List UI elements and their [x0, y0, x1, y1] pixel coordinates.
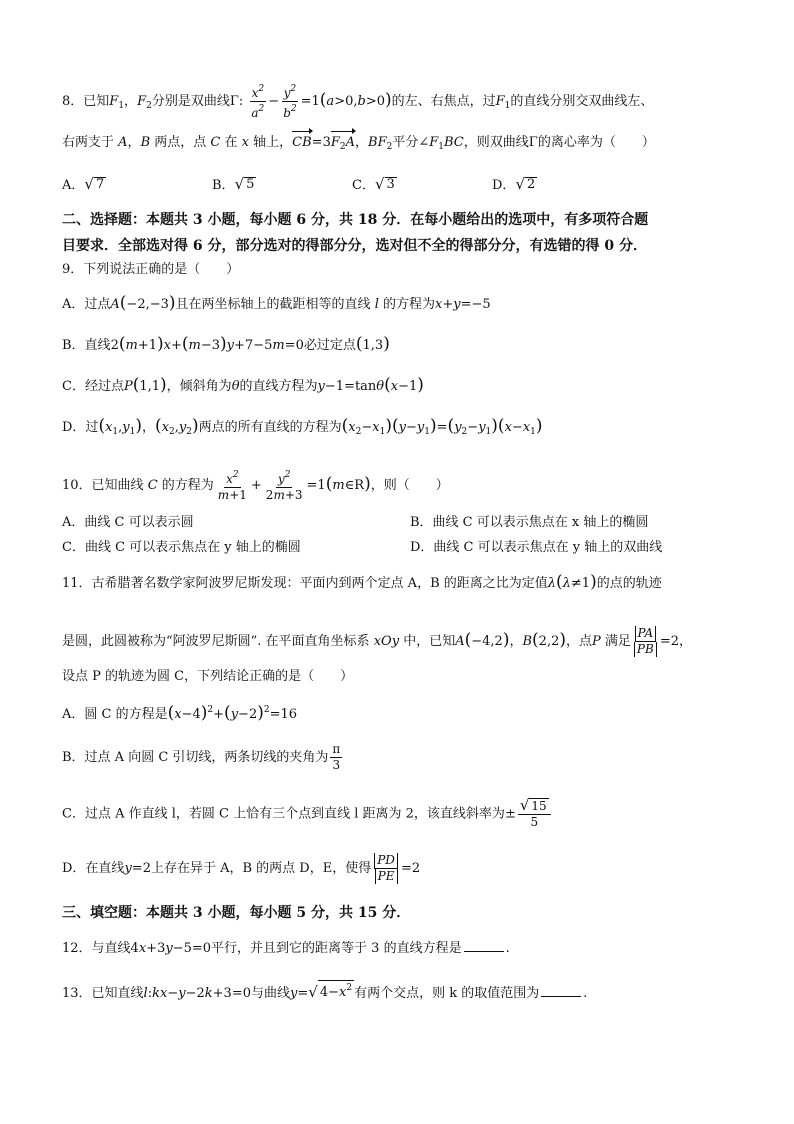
- q9-option-c[interactable]: C．经过点P(1,1)，倾斜角为θ的直线方程为y−1=tanθ(x−1): [62, 375, 424, 395]
- q11-option-b[interactable]: B．过点 A 向圆 C 引切线，两条切线的夹角为 $\frac{\pi}{3}$: [62, 742, 341, 772]
- q11-option-c[interactable]: C．过点 A 作直线 l，若圆 C 上恰有三个点到直线 l 距离为 2，该直线斜率为± √ 15 5: [62, 798, 553, 830]
- section2-heading-line2: 目要求．全部选对得 6 分，部分选对的得部分分，选对但不全的得部分分，有选错的得 0 分．: [62, 238, 647, 254]
- q11-option-a[interactable]: A．圆 C 的方程是$(x-4)^2+(y-2)^2=16$: [62, 703, 298, 723]
- q11-line3: 设点 P 的轨迹为圆 C，下列结论正确的是（ ）: [62, 669, 354, 684]
- q9-option-b[interactable]: B．直线2(m+1)x+(m−3)y+7−5m=0必过定点(1,3): [62, 334, 390, 354]
- q12: 12．与直线4x+3y−5=0平行，并且到它的距离等于 3 的直线方程是 .: [62, 941, 510, 956]
- section3-heading: 三、填空题：本题共 3 小题，每小题 5 分，共 15 分．: [62, 905, 411, 921]
- q9-option-d[interactable]: D．过$(x_1,y_1)$，$(x_2,y_2)$两点的所有直线的方程为$(x_2-x_1)(y-y_1)=(y_2-y_1)(x-x_1)$: [62, 416, 543, 437]
- q13-answer-blank[interactable]: [541, 984, 581, 997]
- q13: 13．已知直线l:kx−y−2k+3=0与曲线y= √ $4-x^2$ 有两个交点，则 k 的取值范围为 .: [62, 980, 587, 1004]
- q11-line2: 是圆，此圆被称为“阿波罗尼斯圆”. 在平面直角坐标系 xOy 中，已知A(−4,2)，B(2,2)，点P 满足 $\frac{PA}{PB}$ =2，: [62, 626, 692, 656]
- q11-line1: 11．古希腊著名数学家阿波罗尼斯发现：平面内到两个定点 A，B 的距离之比为定值λ(λ≠1)的点的轨迹: [62, 572, 662, 592]
- q8-line1: 8．已知$F_1$，$F_2$分别是双曲线Γ: $\frac{x^2}{a^2}$ − $\frac{y^2}{b^2}$ =1(a>0,b>0)的左、右焦点，过$F_1$的直线分别交双曲线左、: [62, 84, 654, 120]
- q9-option-a[interactable]: A．过点A(−2,−3)且在两坐标轴上的截距相等的直线 l 的方程为x+y=−5: [62, 293, 491, 313]
- q8-option-b[interactable]: B． √ 5: [212, 175, 255, 193]
- section2-heading-line1: 二、选择题：本题共 3 小题，每小题 6 分，共 18 分．在每小题给出的选项中，有多项符合题: [62, 212, 649, 228]
- q10-option-a[interactable]: A．曲线 C 可以表示圆: [62, 515, 194, 530]
- q10-option-b[interactable]: B．曲线 C 可以表示焦点在 x 轴上的椭圆: [410, 515, 649, 530]
- q10-option-c[interactable]: C．曲线 C 可以表示焦点在 y 轴上的椭圆: [62, 540, 301, 555]
- q11-option-d[interactable]: D．在直线y=2上存在异于 A，B 的两点 D，E，使得 $\frac{PD}{PE}$ =2: [62, 853, 421, 883]
- q8-option-c[interactable]: C． √ 3: [352, 175, 395, 193]
- q10-option-d[interactable]: D．曲线 C 可以表示焦点在 y 轴上的双曲线: [410, 540, 663, 555]
- q8-option-d[interactable]: D． √ 2: [492, 175, 536, 193]
- q8-option-a[interactable]: A． √ 7: [62, 175, 105, 193]
- q10-stem: 10．已知曲线 C 的方程为 $\frac{x^2}{m+1}$ + $\frac{y^2}{2m+3}$ =1(m∈R)，则（ ）: [62, 470, 449, 502]
- q12-answer-blank[interactable]: [464, 939, 504, 952]
- q9-stem: 9．下列说法正确的是（ ）: [62, 262, 240, 277]
- q8-line2: 右两支于 A，B 两点，点 C 在 x 轴上，$CB=3F_2A$，$BF_2$平分$\angle F_1BC$，则双曲线Γ的离心率为（ ）: [62, 133, 655, 157]
